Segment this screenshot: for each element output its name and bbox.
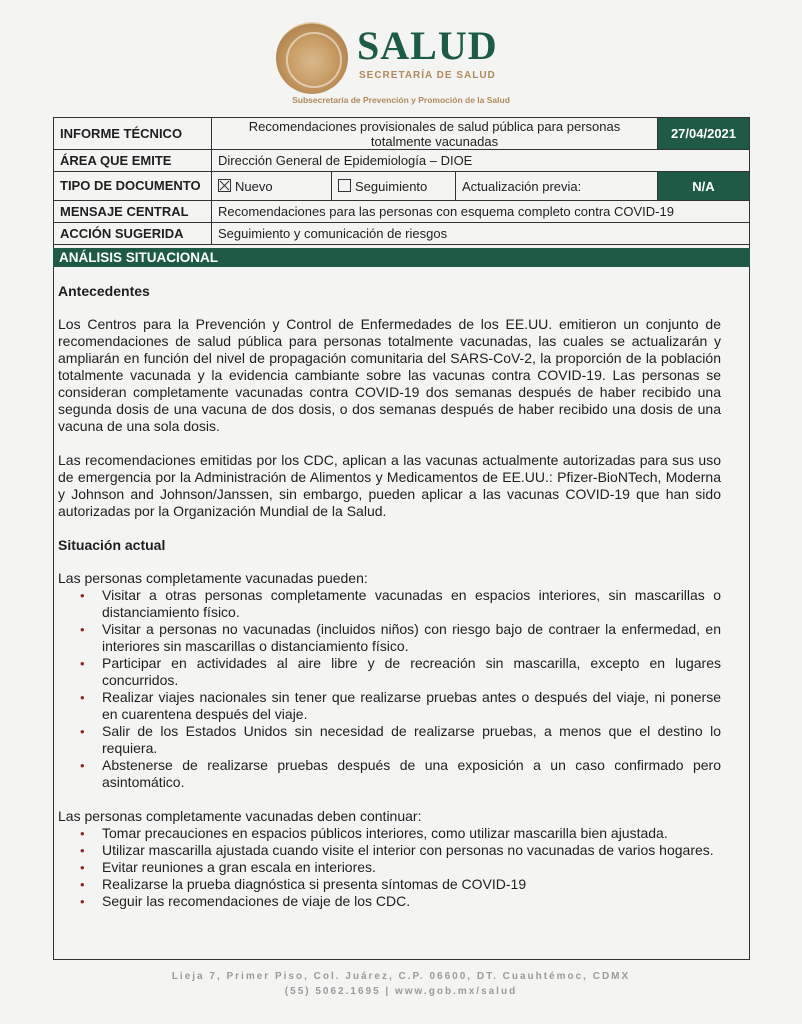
analysis-section-header: ANÁLISIS SITUACIONAL [53, 248, 750, 267]
coat-of-arms-seal [276, 22, 348, 94]
pueden-list [58, 587, 721, 791]
accion-value: Seguimiento y comunicación de riesgos [212, 223, 750, 245]
list-item: • Salir de los Estados Unidos sin necesidad de realizarse pruebas, a menos que el destino lo requiera. [80, 723, 721, 756]
metadata-table [53, 117, 750, 245]
logo-subtitle: SECRETARÍA DE SALUD [359, 70, 496, 81]
bullet-icon: • [80, 860, 85, 875]
footer [0, 969, 802, 999]
bullet-icon: • [80, 588, 85, 603]
tipo-actualizacion-label: Actualización previa: [456, 172, 658, 201]
informe-title: Recomendaciones provisionales de salud pública para personas totalmente vacunadas [212, 118, 658, 150]
bullet-icon: • [80, 724, 85, 739]
informe-label: INFORME TÉCNICO [54, 118, 212, 150]
mensaje-label: MENSAJE CENTRAL [54, 201, 212, 223]
checked-box-icon [218, 179, 231, 192]
antecedentes-paragraph-1: Los Centros para la Prevención y Control de Enfermedades de los EE.UU. emitieron un conjunto de recomendaciones de salud pública para personas totalmente vacunadas, las cuales se actualizarán y ampliarán en función del nivel de propagación comunitaria del SARS-CoV-2, la proporción de la población totalmente vacunada y la evidencia cambiante sobre las vacunas contra COVID-19. Las personas se consideran completamente vacunadas contra COVID-19 dos semanas después de haber recibido una segunda dosis de una vacuna de dos dosis, o dos semanas después de haber recibido una dosis de una vacuna de una sola dosis. [58, 316, 721, 434]
list-item: • Participar en actividades al aire libre y de recreación sin mascarilla, excepto en lugares concurridos. [80, 655, 721, 688]
tipo-na-value: N/A [658, 172, 750, 201]
bullet-icon: • [80, 877, 85, 892]
mensaje-value: Recomendaciones para las personas con esquema completo contra COVID-19 [212, 201, 750, 223]
area-value: Dirección General de Epidemiología – DIOE [212, 150, 750, 172]
document-body [58, 283, 721, 910]
antecedentes-heading: Antecedentes [58, 283, 150, 299]
bullet-icon: • [80, 622, 85, 637]
unchecked-box-icon [338, 179, 351, 192]
footer-contact: (55) 5062.1695 | www.gob.mx/salud [284, 986, 518, 997]
deben-intro: Las personas completamente vacunadas deben continuar: [58, 808, 422, 824]
area-label: ÁREA QUE EMITE [54, 150, 212, 172]
bullet-icon: • [80, 843, 85, 858]
list-item: • Utilizar mascarilla ajustada cuando visite el interior con personas no vacunadas de varios hogares. [80, 842, 714, 858]
pueden-intro: Las personas completamente vacunadas pueden: [58, 570, 368, 586]
list-item: • Seguir las recomendaciones de viaje de los CDC. [80, 893, 411, 909]
bullet-icon: • [80, 894, 85, 909]
tipo-seguimiento-label: Seguimiento [355, 178, 428, 194]
report-date: 27/04/2021 [658, 118, 750, 150]
tipo-nuevo-label: Nuevo [235, 178, 273, 194]
logo-title: SALUD [357, 23, 498, 68]
list-item: • Visitar a personas no vacunadas (incluidos niños) con riesgo bajo de contraer la enfermedad, en interiores sin mascarillas o distanciamiento físico. [80, 621, 721, 654]
situacion-heading: Situación actual [58, 537, 166, 553]
list-item: • Evitar reuniones a gran escala en interiores. [80, 859, 376, 875]
list-item: • Abstenerse de realizarse pruebas después de una exposición a un caso confirmado pero asintomático. [80, 757, 721, 790]
bullet-icon: • [80, 758, 85, 773]
list-item: • Realizarse la prueba diagnóstica si presenta síntomas de COVID-19 [80, 876, 527, 892]
tipo-label: TIPO DE DOCUMENTO [54, 172, 212, 201]
subsecretaria-line: Subsecretaría de Prevención y Promoción de la Salud [292, 95, 510, 105]
bullet-icon: • [80, 826, 85, 841]
bullet-icon: • [80, 656, 85, 671]
tipo-seguimiento-option [332, 172, 456, 201]
accion-label: ACCIÓN SUGERIDA [54, 223, 212, 245]
list-item: • Realizar viajes nacionales sin tener que realizarse pruebas antes o después del viaje, ni ponerse en cuarentena después del viaje. [80, 689, 721, 722]
list-item: • Tomar precauciones en espacios públicos interiores, como utilizar mascarilla bien ajustada. [80, 825, 668, 841]
letterhead [0, 0, 802, 110]
tipo-nuevo-option [212, 172, 332, 201]
list-item: • Visitar a otras personas completamente vacunadas en espacios interiores, sin mascarillas o distanciamiento físico. [80, 587, 721, 620]
footer-address: Lieja 7, Primer Piso, Col. Juárez, C.P. 06600, DT. Cuauhtémoc, CDMX [171, 971, 631, 982]
deben-list [58, 825, 721, 910]
bullet-icon: • [80, 690, 85, 705]
antecedentes-paragraph-2: Las recomendaciones emitidas por los CDC, aplican a las vacunas actualmente autorizadas para sus uso de emergencia por la Administración de Alimentos y Medicamentos de EE.UU.: Pfizer-BioNTech, Moderna y Johnson and Johnson/Janssen, sin embargo, pueden aplicar a las vacunas COVID-19 que han sido autorizadas por la Organización Mundial de la Salud. [58, 452, 721, 519]
